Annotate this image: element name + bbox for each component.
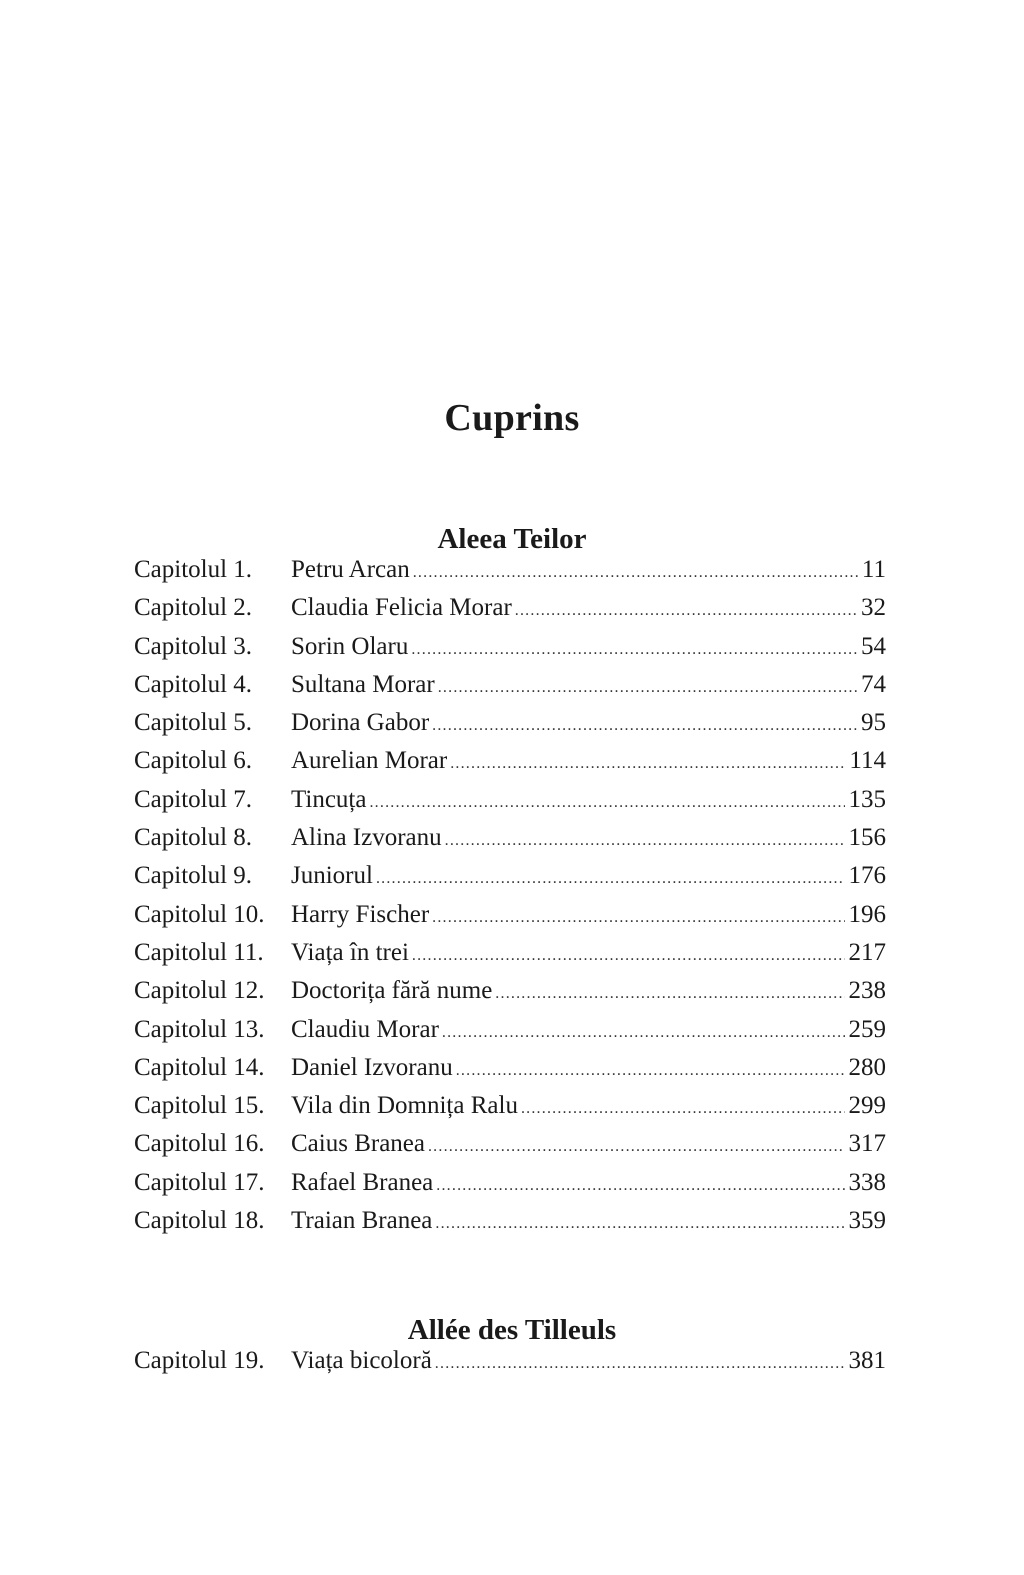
toc-dot-leader [521,1090,845,1128]
toc-entry [134,934,886,972]
toc-chapter-number: Capitolul 16. [134,1130,265,1158]
toc-dot-leader [376,860,845,898]
toc-list-aleea-teilor [134,551,886,1240]
toc-page-number: 135 [848,785,886,813]
toc-page-number: 95 [861,709,886,737]
section-heading-aleea-teilor: Aleea Teilor [437,523,587,556]
toc-chapter-number: Capitolul 8. [134,824,253,852]
toc-dot-leader [438,669,857,707]
toc-chapter-title: Tincuța [291,785,367,813]
toc-entry [134,704,886,742]
toc-chapter-number: Capitolul 17. [134,1168,265,1196]
toc-chapter-number: Capitolul 13. [134,1015,265,1043]
toc-page-number: 11 [861,556,886,583]
toc-page-number: 259 [848,1015,886,1043]
toc-chapter-number: Capitolul 3. [134,632,253,660]
toc-dot-leader [369,784,844,822]
toc-list-allee-des-tilleuls [134,1342,886,1380]
toc-entry [134,1049,886,1087]
toc-dot-leader [413,554,858,592]
toc-chapter-title: Dorina Gabor [291,709,430,737]
toc-chapter-title: Juniorul [291,862,373,890]
toc-chapter-title: Vila din Domnița Ralu [291,1092,518,1120]
toc-chapter-title: Claudia Felicia Morar [291,594,512,622]
toc-entry [134,628,886,666]
toc-chapter-title: Sultana Morar [291,670,435,698]
toc-entry [134,589,886,627]
toc-chapter-number: Capitolul 15. [134,1092,265,1120]
toc-page-number: 54 [861,632,886,660]
toc-page-number: 114 [849,747,886,775]
section-heading-allee-des-tilleuls: Allée des Tilleuls [407,1314,617,1347]
toc-dot-leader [442,1014,845,1052]
toc-page-number: 338 [848,1168,886,1196]
toc-page-number: 156 [848,824,886,852]
toc-chapter-number: Capitolul 14. [134,1053,265,1081]
toc-entry [134,1202,886,1240]
toc-chapter-title: Traian Branea [291,1207,433,1235]
toc-entry [134,972,886,1010]
toc-chapter-number: Capitolul 9. [134,862,253,890]
toc-page-number: 74 [861,670,886,698]
toc-chapter-title: Daniel Izvoranu [291,1053,453,1081]
toc-chapter-number: Capitolul 11. [134,938,264,966]
toc-dot-leader [435,1345,845,1383]
toc-dot-leader [450,745,845,783]
toc-chapter-title: Caius Branea [291,1130,425,1158]
toc-entry [134,742,886,780]
toc-page-number: 381 [848,1347,886,1374]
toc-entry [134,781,886,819]
toc-dot-leader [435,1205,844,1243]
toc-page-number: 238 [848,977,886,1005]
toc-dot-leader [445,822,845,860]
toc-dot-leader [412,937,845,975]
toc-page-number: 217 [848,938,886,966]
toc-chapter-number: Capitolul 4. [134,670,253,698]
page-title: Cuprins [444,397,580,440]
toc-dot-leader [428,1128,845,1166]
toc-entry [134,896,886,934]
toc-dot-leader [436,1167,844,1205]
toc-chapter-title: Petru Arcan [291,556,410,583]
toc-entry [134,551,886,589]
toc-chapter-title: Claudiu Morar [291,1015,439,1043]
toc-chapter-number: Capitolul 12. [134,977,265,1005]
toc-dot-leader [432,707,857,745]
toc-page-number: 299 [848,1092,886,1120]
toc-entry [134,1011,886,1049]
toc-dot-leader [515,592,857,630]
toc-chapter-number: Capitolul 18. [134,1207,265,1235]
toc-dot-leader [432,899,844,937]
toc-dot-leader [456,1052,845,1090]
toc-entry [134,1342,886,1380]
toc-page-number: 359 [848,1207,886,1235]
toc-page-number: 32 [861,594,886,622]
toc-chapter-title: Harry Fischer [291,900,430,928]
toc-entry [134,1164,886,1202]
toc-entry [134,1125,886,1163]
toc-entry [134,819,886,857]
toc-page-number: 280 [848,1053,886,1081]
toc-chapter-title: Aurelian Morar [291,747,448,775]
toc-dot-leader [495,975,844,1013]
toc-chapter-number: Capitolul 5. [134,709,253,737]
toc-chapter-title: Viața bicoloră [291,1347,432,1374]
toc-dot-leader [411,631,857,669]
toc-entry [134,1087,886,1125]
toc-chapter-number: Capitolul 2. [134,594,253,622]
toc-page-number: 176 [848,862,886,890]
toc-chapter-number: Capitolul 7. [134,785,253,813]
toc-page-number: 317 [848,1130,886,1158]
toc-entry [134,857,886,895]
toc-chapter-number: Capitolul 10. [134,900,265,928]
toc-chapter-title: Sorin Olaru [291,632,409,660]
toc-entry [134,666,886,704]
toc-chapter-title: Viața în trei [291,938,409,966]
toc-chapter-number: Capitolul 6. [134,747,253,775]
toc-chapter-title: Doctorița fără nume [291,977,493,1005]
toc-page-number: 196 [848,900,886,928]
toc-chapter-number: Capitolul 19. [134,1347,265,1374]
toc-chapter-number: Capitolul 1. [134,556,253,583]
toc-chapter-title: Alina Izvoranu [291,824,442,852]
toc-chapter-title: Rafael Branea [291,1168,434,1196]
